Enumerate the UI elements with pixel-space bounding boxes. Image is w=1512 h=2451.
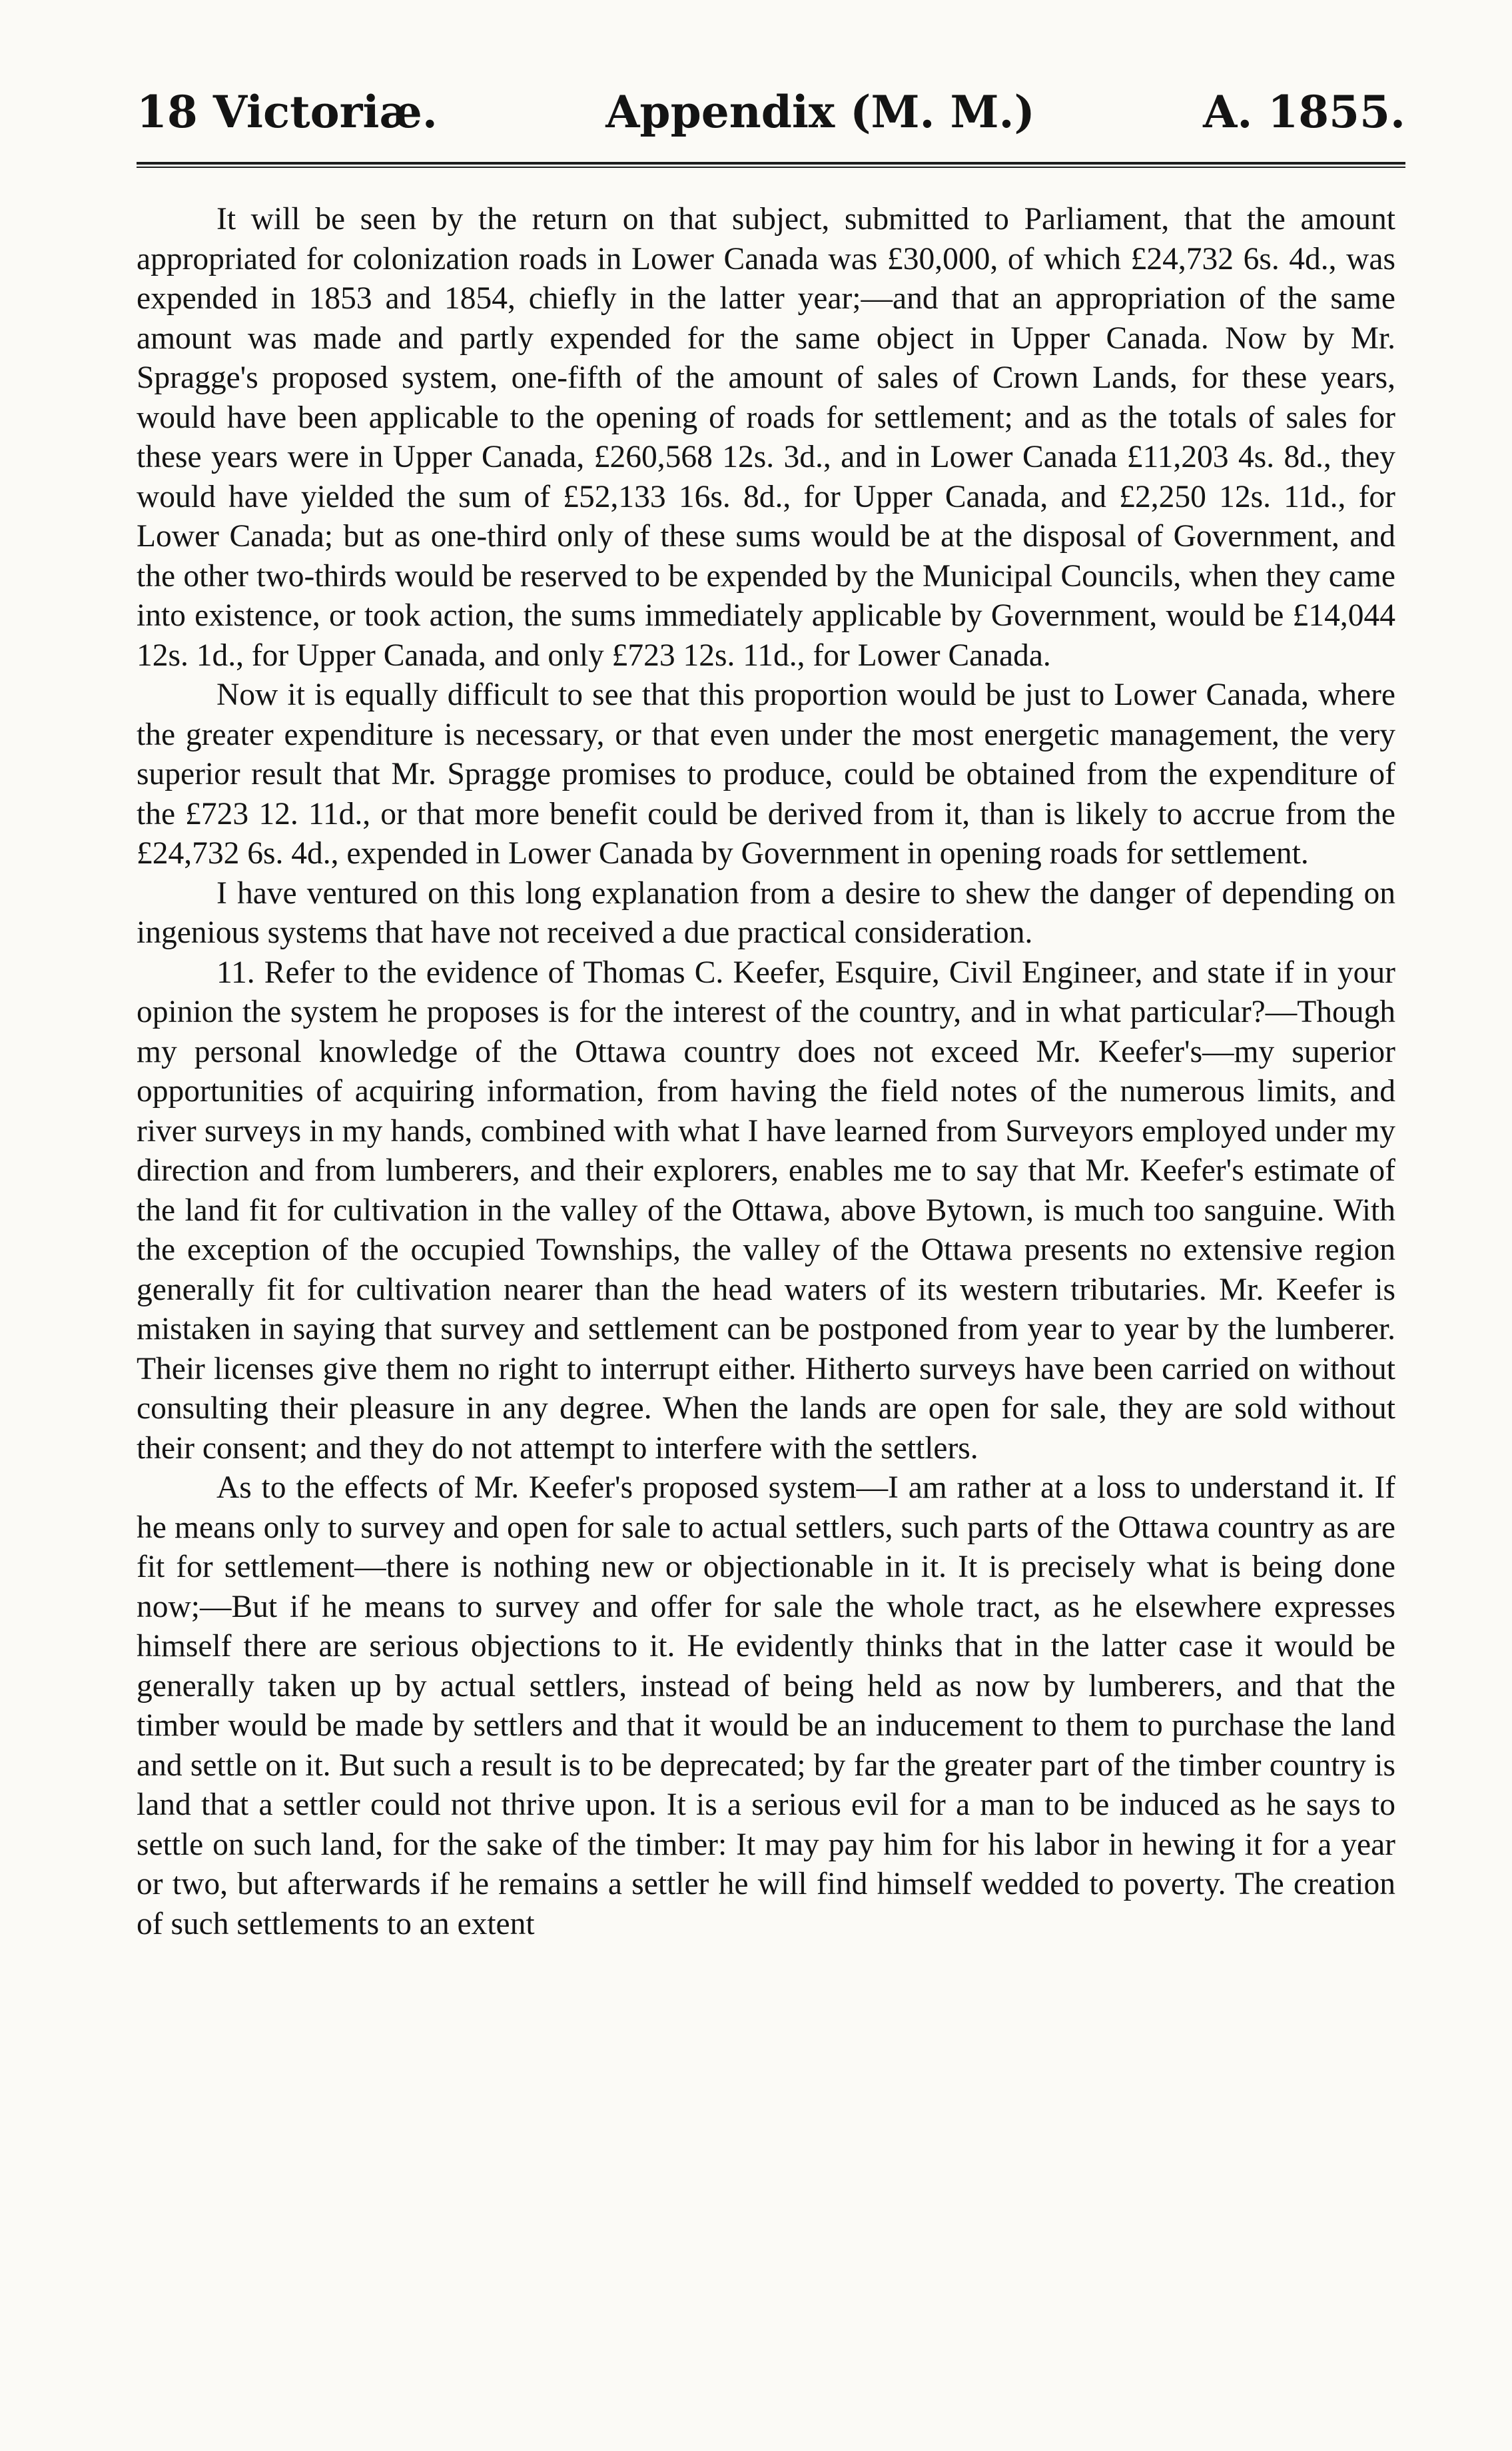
paragraph-proportion-lower-canada: Now it is equally difficult to see that this proportion would be just to Lower Canada, where the greater expenditure is necessary, or that even under the most energetic management, the very superior result that Mr. Spragge promises to produce, could be obtained from the expenditure of the £723 12. 11d., or that more benefit could be derived from it, than is likely to accrue from the £24,732 6s. 4d., expended in Lower Canada by Government in opening roads for settlement. bbox=[137, 678, 1395, 871]
running-head bbox=[137, 86, 1452, 138]
header-appendix-title: Appendix (M. M.) bbox=[605, 86, 1035, 138]
header-rule bbox=[137, 162, 1405, 168]
paragraph-keefer-system: As to the effects of Mr. Keefer's proposed system—I am rather at a loss to understand it. If he means only to survey and open for sale to actual settlers, such parts of the Ottawa country as are fit for settlement—there is nothing new or objectionable in it. It is precisely what is being done now;—But if he means to survey and offer for sale the whole tract, as he elsewhere expresses himself there are serious objections to it. He evidently thinks that in the latter case it would be generally taken up by actual settlers, instead of being held as now by lumberers, and that the timber would be made by settlers and that it would be an inducement to them to purchase the land and settle on it. But such a result is to be deprecated; by far the greater part of the timber country is land that a settler could not thrive upon. It is a serious evil for a man to be induced as he says to settle on such land, for the sake of the timber: It may pay him for his labor in hewing it for a year or two, but afterwards if he remains a settler he will find himself wedded to poverty. The creation of such settlements to an extent bbox=[137, 1470, 1395, 1941]
body-text bbox=[137, 200, 1395, 1944]
paragraph-colonization-roads: It will be seen by the return on that subject, submitted to Parliament, that the amount appropriated for colonization roads in Lower Canada was £30,000, of which £24,732 6s. 4d., was expended in 1853 and 1854, chiefly in the latter year;—and that an appropriation of the same amount was made and partly expended for the same object in Upper Canada. Now by Mr. Spragge's proposed system, one-fifth of the amount of sales of Crown Lands, for these years, would have been applicable to the opening of roads for settlement; and as the totals of sales for these years were in Upper Canada, £260,568 12s. 3d., and in Lower Canada £11,203 4s. 8d., they would have yielded the sum of £52,133 16s. 8d., for Upper Canada, and £2,250 12s. 11d., for Lower Canada; but as one-third only of these sums would be at the disposal of Government, and the other two-thirds would be reserved to be expended by the Municipal Councils, when they came into existence, or took action, the sums immediately applicable by Government, would be £14,044 12s. 1d., for Upper Canada, and only £723 12s. 11d., for Lower Canada. bbox=[137, 202, 1395, 673]
paragraph-question-11: 11. Refer to the evidence of Thomas C. Keefer, Esquire, Civil Engineer, and state if in your opinion the system he proposes is for the interest of the country, and in what particular?—Though my personal knowledge of the Ottawa country does not exceed Mr. Keefer's—my superior opportunities of acquiring information, from having the field notes of the numerous limits, and river surveys in my hands, combined with what I have learned from Surveyors employed under my direction and from lumberers, and their explorers, enables me to say that Mr. Keefer's estimate of the land fit for cultivation in the valley of the Ottawa, above Bytown, is much too sanguine. With the exception of the occupied Townships, the valley of the Ottawa presents no extensive region generally fit for cultivation nearer than the head waters of its western tributaries. Mr. Keefer is mistaken in saying that survey and settlement can be postponed from year to year by the lumberer. Their licenses give them no right to interrupt either. Hitherto surveys have been carried on without consulting their pleasure in any degree. When the lands are open for sale, they are sold without their consent; and they do not attempt to interfere with the settlers. bbox=[137, 955, 1395, 1466]
paragraph-explanation: I have ventured on this long explanation from a desire to shew the danger of depending on ingenious systems that have not received a due practical consideration. bbox=[137, 875, 1395, 950]
header-year: A. 1855. bbox=[1203, 86, 1405, 138]
header-regnal-year: 18 Victoriæ. bbox=[137, 86, 438, 138]
